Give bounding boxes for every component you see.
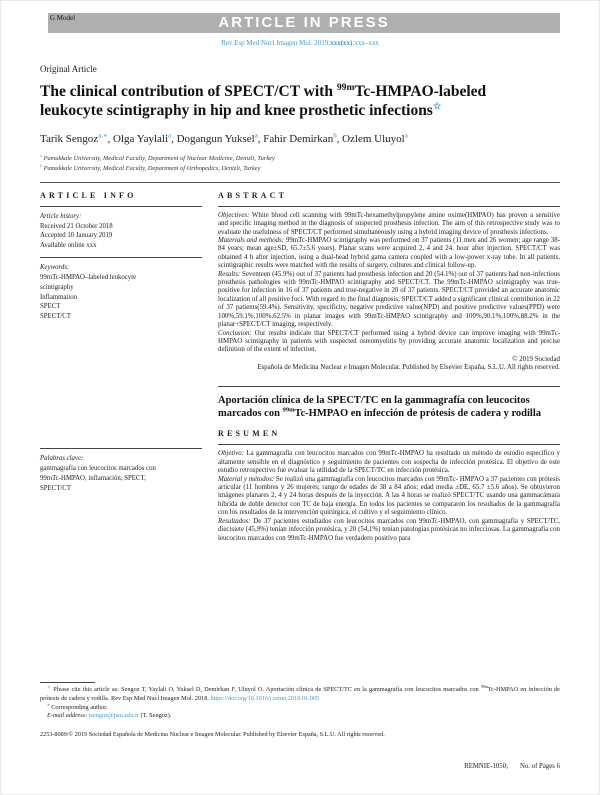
- keywords-block: [40, 263, 202, 322]
- rule: [40, 206, 202, 207]
- footnotes-block: [40, 682, 560, 721]
- author-name: Ozlem Uluyol: [342, 132, 405, 145]
- palabra-clave-item: SPECT/CT: [40, 484, 71, 492]
- abstract-column: [218, 191, 560, 373]
- author-name: Tarik Sengoz: [40, 132, 99, 145]
- spanish-title: Aportación clínica de la SPECT/TC en la gammagrafía con leucocitos marcados con $^{99m}$Tc-HMPAO en infección de prótesis de cadera y rodilla: [218, 395, 542, 420]
- keyword-item: scintigraphy: [40, 283, 74, 291]
- footnote-separator: [40, 682, 95, 683]
- author-name: Fahir Demirkan: [263, 132, 334, 145]
- page-content: [40, 64, 560, 543]
- keyword-item: 99mTc-HMPAO–labeled leukocyte: [40, 273, 137, 281]
- paper-title: The clinical contribution of SPECT/CT with $^{99m}$Tc-HMPAO-labeled leukocyte scintigraphy in hip and knee prosthetic infections☆: [40, 81, 487, 119]
- author-superscript: a: [254, 132, 258, 140]
- palabras-clave-label: Palabras clave:: [40, 455, 84, 463]
- paragraph-lead: Material y métodos:: [218, 475, 275, 483]
- abstract-section: [40, 191, 560, 373]
- author-name: Dogangun Yuksel: [176, 132, 255, 145]
- paragraph-lead: Materials and methods:: [218, 236, 285, 244]
- author-superscript: a: [168, 132, 172, 140]
- manuscript-footer: [464, 763, 560, 770]
- author-superscript: a: [404, 132, 408, 140]
- journal-reference-link[interactable]: Rev Esp Med Nucl Imagen Mol. 2019;xxx(xx):xxx–xxx: [221, 39, 379, 47]
- section-rule: [40, 182, 560, 183]
- paragraph-lead: Objectives:: [218, 211, 250, 219]
- email-label: E-mail address:: [47, 712, 88, 720]
- affiliation: $^b$ Pamukkale University, Medical Faculty, Department of Orthopedics, Denizli, Turkey: [40, 162, 261, 172]
- superscript-99m: 99m: [282, 406, 295, 414]
- abstract-paragraph: Materials and methods: 99mTc-HMPAO scintigraphy was performed on 37 patients (11 men and 26 women; age range 38-84 years; mean age±SD, 65.7±5.6 years). Planar scans were acquired 2, 4 and 24. hour after injection. SPECT/CT was obtained 4 h after injection, using a dual-head hybrid gama camera coupled with a low-power x-ray tube. In all patients, scintigraphic results were matched with the results of surgery, cultures and clinical follow-up.: [218, 236, 560, 270]
- history-item: Accepted 10 January 2019: [40, 232, 113, 240]
- abstract-paragraph: Conclusion: Our results indicate that SPECT/CT performed using a hybrid device can improve imaging with 99mTc-HMPAO scintigraphy in patients with suspected osteomyelitis by providing accurate anatomic localization and precise definition of the extent of infection.: [218, 329, 560, 354]
- asterisk-marker: ∗: [47, 702, 50, 707]
- rule: [218, 386, 560, 387]
- rule: [40, 448, 202, 449]
- article-in-press-banner: [48, 13, 560, 33]
- resumen-column: [218, 380, 560, 543]
- article-info-heading: ARTICLE INFO: [40, 190, 137, 200]
- email-footnote: E-mail address: tsengoz@pau.edu.tr (T. Sengoz).: [47, 712, 172, 720]
- superscript-99m: 99m: [336, 81, 355, 93]
- g-model-label: G Model: [50, 14, 76, 22]
- palabra-clave-item: 99mTc-HMPAO, inflamación, SPECT,: [40, 474, 146, 482]
- history-item: Available online xxx: [40, 242, 97, 250]
- abstract-paragraph: Results: Seventeen (45.9%) out of 37 patients had prosthesis infection and 20 (54.1%) out of 37 patients had non-infectious prosthesis pathologies with 99mTc-HMPAO scintigraphy and SPECT/CT. The 99mTc-HMPAO scintigraphy was true-positive for infection in 16 of 37 patients and true-negative in 20 of 37 patients. SPECT/CT provided an accurate anatomic localization of all positive foci. With regard to the final diagnosis, SPECT/CT added a significant clinical contribution in 22 of 37 patients(59.4%). Sensitivity, specificity, negative predictive value(NPD) and positive predictive values(PPD) were 100%,59.1%,100%,62.5% in planar images with 99mTc-HMPAO scintigraphy and 100%,90.1%,100%,88.2% in the planar+SPECT/CT imaging, respectively.: [218, 270, 560, 329]
- corresponding-author-note: ∗ Corresponding author.: [47, 702, 108, 711]
- author-list: Tarik Sengoz$^{a,∗}$, Olga Yaylali$^a$, Dogangun Yuksel$^a$, Fahir Demirkan$^b$, Ozlem Uluyol$^a$: [40, 132, 408, 145]
- palabra-clave-item: gammagrafía con leucocitos marcados con: [40, 464, 156, 472]
- author-superscript: b: [333, 132, 337, 140]
- keyword-item: Inflammation: [40, 293, 77, 301]
- article-type-label: Original Article: [40, 64, 97, 74]
- author-name: Olga Yaylali: [113, 132, 169, 145]
- history-item: Received 21 October 2018: [40, 222, 113, 230]
- paragraph-lead: Results:: [218, 270, 241, 278]
- rule: [40, 257, 202, 258]
- abstract-heading: ABSTRACT: [218, 190, 288, 200]
- title-footnote-star: ☆: [432, 100, 442, 112]
- author-superscript: a,∗: [98, 132, 108, 140]
- resumen-paragraph: Objetivo: La gammagrafía con leucocitos marcados con 99mTc-HMPAO ha resultado un método de estudio específico y altamente sensible en el diagnóstico y seguimiento de pacientes con sospecha de infección protésica. El objetivo de este estudio retrospectivo fue evaluar la utilidad de la SPECT/TC en infección protésica.: [218, 450, 560, 475]
- resumen-section: [40, 380, 560, 543]
- keywords-label: Keywords:: [40, 264, 70, 272]
- keyword-item: SPECT/CT: [40, 313, 71, 321]
- paragraph-lead: Objetivo:: [218, 450, 245, 458]
- affiliation: $^a$ Pamukkale University, Medical Faculty, Department of Nuclear Medicine, Denizli, Turkey: [40, 152, 275, 162]
- resumen-paragraph: Material y métodos: Se realizó una gammagrafía con leucocitos marcados con 99mTc- HMPAO a 37 pacientes con prótesis articular (11 hombres y 26 mujeres; rango de edades de 38 a 84 años; edad media ±DE, 65.7 ±5.6 años). Se obtuvieron imágenes planares 2, 4 y 24 horas después de la inyección. A las 4 horas se realizó SPECT/TC usando una gammacámara híbrida de doble detector con TC de baja energía. En todos los pacientes se compararon los resultados de la gammagrafía con los resultados de la intervención quirúrgica, el cultivo y el seguimiento clínico.: [218, 475, 560, 517]
- doi-link[interactable]: https://doi.org/10.1016/j.remn.2019.01.005: [210, 694, 320, 702]
- article-history-label: Article history:: [40, 212, 82, 220]
- email-link[interactable]: tsengoz@pau.edu.tr: [88, 712, 139, 720]
- palabras-clave-block: [40, 454, 202, 493]
- resumen-paragraph: Resultados: De 37 pacientes estudiados con leucocitos marcados con 99mTc-HMPAO, con gammagrafía y SPECT/TC, diecisiete (45,9%) tenían infección protésica, y 20 (54,1%) tenían patologías protésicas no infecciosas. La gammagrafía con leucocitos marcados con 99mTc-HMPAO fue verdadero positivo para: [218, 517, 560, 542]
- palabras-clave-column: [40, 442, 218, 543]
- affiliation-list: [40, 154, 560, 174]
- rule: [218, 206, 560, 207]
- article-info-column: [40, 191, 218, 373]
- footnote-star-marker: ☆: [47, 684, 52, 689]
- page-count: No. of Pages 6: [519, 763, 560, 770]
- keyword-item: SPECT: [40, 303, 61, 311]
- rule: [218, 444, 560, 445]
- manuscript-id: REMNIE-1050;: [464, 763, 508, 770]
- issn-copyright-line: 2253-8089/© 2019 Sociedad Española de Medicina Nuclear e Imagen Molecular. Published by Elsevier España, S.L.U. All rights reserved.: [40, 731, 385, 738]
- article-history: [40, 212, 202, 251]
- citation-footnote: ☆ Please cite this article as: Sengoz T, Yaylali O, Yuksel D, Demirkan F, Uluyol O. Aportación clínica de SPECT/TC en la gammagrafía con leucocitos marcados con $^{99m}$Tc-HMPAO en infección de prótesis de cadera y rodilla. Rev Esp Med Nucl Imagen Mol. 2018. https://doi.org/10.1016/j.remn.2019.01.005: [40, 684, 560, 702]
- paragraph-lead: Conclusion:: [218, 329, 252, 337]
- resumen-heading: RESUMEN: [218, 429, 281, 439]
- abstract-paragraph: Objectives: White blood cell scanning with 99mTc-hexamethylpropylene amine oxime(HMPAO) has proven a sensitive and specific imaging method in the diagnosis of suspected prosthesis infection. The aim of this retrospective study was to evaluate the usefulness of SPECT/CT performed simultaneously using a hybrid imaging device of prosthesis infections.: [218, 211, 560, 236]
- superscript-99m: 99m: [480, 684, 488, 689]
- paragraph-lead: Resultados:: [218, 517, 251, 525]
- copyright-notice: © 2019 Sociedad Española de Medicina Nuclear e Imagen Molecular. Published by Elsevier España, S.L.U. All rights reserved.: [257, 355, 560, 372]
- article-in-press-text: ARTICLE IN PRESS: [218, 14, 390, 31]
